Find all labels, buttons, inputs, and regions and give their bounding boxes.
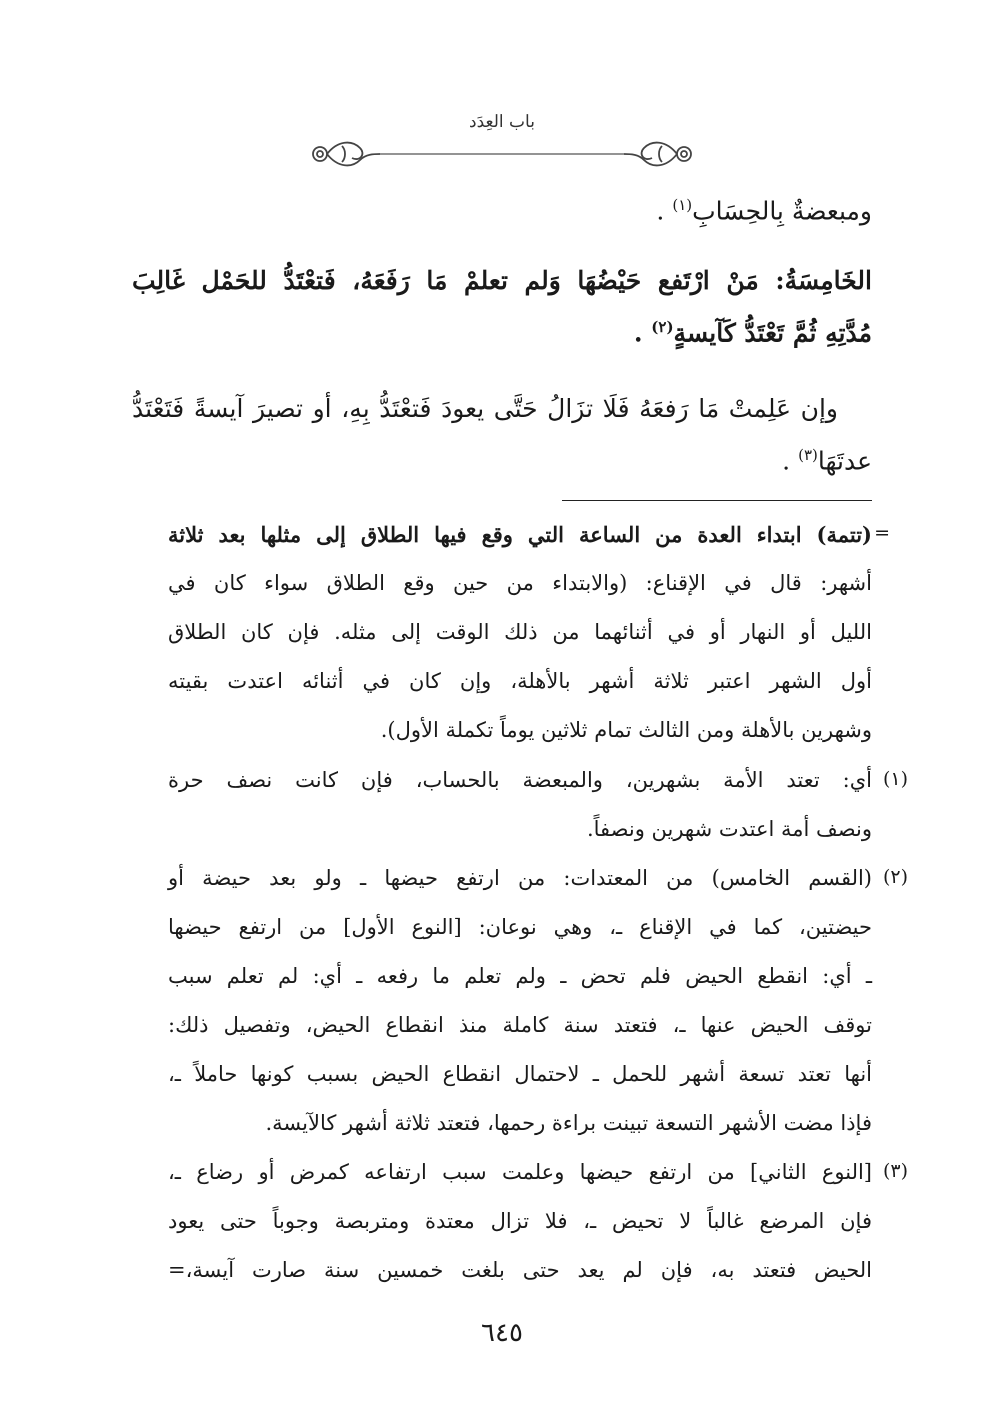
footnote-line: ـ أي: انقطع الحيض فلم تحض ـ ولم تعلم ما رفعه ـ أي: لم تعلم سبب <box>168 964 872 988</box>
continuation-marker: = <box>874 522 890 544</box>
page-number: ٦٤٥ <box>481 1318 523 1348</box>
footnote-line: وشهرين بالأهلة ومن الثالث تمام ثلاثين يوماً تكملة الأول). <box>380 718 872 742</box>
footnote-line: أشهر: قال في الإقناع: (والابتداء من حين وقع الطلاق سواء كان في <box>168 571 872 595</box>
header-ornament-icon <box>300 134 704 174</box>
footnote-3 <box>132 1160 908 1310</box>
footnote-line: توقف الحيض عنها ـ، فتعتد سنة كاملة منذ انقطاع الحيض، وتفصيل ذلك: <box>168 1013 872 1037</box>
footnote-line: أنها تعتد تسعة أشهر للحمل ـ لاحتمال انقطاع الحيض بسبب كونها حاملاً ـ، <box>168 1062 872 1086</box>
footnote-ref-2: (٢) <box>651 318 674 336</box>
footnote-2 <box>132 866 908 1166</box>
footnote-marker: (٢) <box>882 866 908 888</box>
footnote-separator <box>562 500 872 501</box>
footnote-line: أي: تعتد الأمة بشهرين، والمبعضة بالحساب، فإن كانت نصف حرة <box>168 768 872 792</box>
footnote-continuation <box>132 522 890 762</box>
footnote-line: الحيض فتعتد به، فإن لم يعد حتى بلغت خمسين سنة صارت آيسة،= <box>168 1258 872 1282</box>
footnote-marker: (١) <box>882 768 908 790</box>
paragraph-third-line-1: وإن عَلِمتْ مَا رَفعَهُ فَلَا تزَالُ حَتَّى يعودَ فَتعْتَدُّ بِهِ، أو تصيرَ آيسةً فَتَعْتَدُّ <box>132 394 838 423</box>
paragraph-label-fifth: الخَامِسَةُ <box>784 266 872 295</box>
footnote-line: حيضتين، كما في الإقناع ـ، وهي نوعان: [النوع الأول] من ارتفع حيضها <box>168 915 872 939</box>
main-line-1: ومبعضةٌ بِالحِسَابِ$^{(١)}$ . <box>656 196 872 226</box>
footnote-line: ونصف أمة اعتدت شهرين ونصفاً. <box>586 817 872 841</box>
footnote-line: [النوع الثاني] من ارتفع حيضها وعلمت سبب ارتفاعه كمرض أو رضاع ـ، <box>168 1160 872 1184</box>
footnote-line: فإذا مضت الأشهر التسعة تبينت براءة رحمها، فتعتد ثلاثة أشهر كالآيسة. <box>265 1111 872 1135</box>
footnote-ref-3: (٣) <box>798 446 818 464</box>
page-header <box>300 112 704 172</box>
paragraph-fifth-line-1: الخَامِسَةُ: مَنْ ارْتَفع حَيْضُهَا وَلم تعلمْ مَا رَفَعَهُ، فَتعْتَدُّ للحَمْل غَالِبَ <box>132 266 872 295</box>
footnote-1 <box>132 768 908 858</box>
footnote-line: الليل أو النهار أو في أثنائهما من ذلك الوقت إلى مثله. فإن كان الطلاق <box>168 620 872 644</box>
main-text <box>132 196 872 496</box>
footnote-line: (القسم الخامس) من المعتدات: من ارتفع حيضها ـ ولو بعد حيضة أو <box>168 866 872 890</box>
footnote-line: فإن المرضع غالباً لا تحيض ـ، فلا تزال معتدة ومتربصة وجوباً حتى يعود <box>168 1209 872 1233</box>
chapter-title: باب العِدَد <box>469 112 535 132</box>
footnote-line: (تتمة) ابتداء العدة من الساعة التي وقع فيها الطلاق إلى مثلها بعد ثلاثة <box>168 522 872 547</box>
paragraph-third-line-2: عدتَهَا$^{(٣)}$ . <box>782 446 872 476</box>
footnote-ref-1: (١) <box>672 196 693 214</box>
footnote-line: أول الشهر اعتبر ثلاثة أشهر بالأهلة، وإن كان في أثنائه اعتدت بقيته <box>168 669 872 693</box>
paragraph-fifth-line-2: مُدَّتِهِ ثُمَّ تَعْتَدُّ كَآيسةٍ$^{(٢)}$ . <box>633 318 872 348</box>
footnote-marker: (٣) <box>882 1160 908 1182</box>
